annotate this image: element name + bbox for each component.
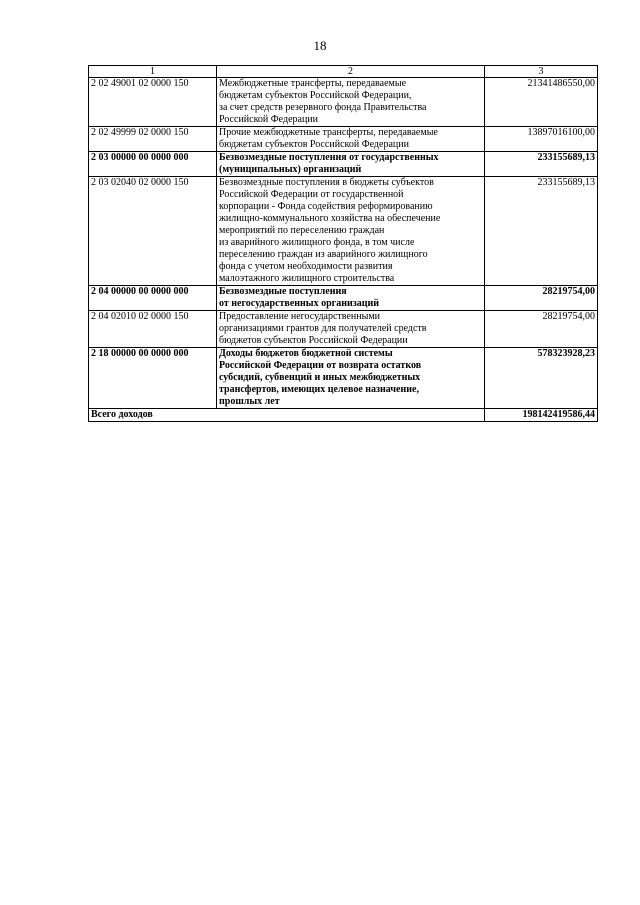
row-name-line: Российской Федерации	[219, 114, 319, 125]
row-name-line: трансфертов, имеющих целевое назначение,	[219, 384, 419, 395]
total-label: Всего доходов	[89, 409, 485, 422]
row-name-line: от негосударственных организаций	[219, 298, 380, 309]
row-name-line: Российской Федерации от возврата остатков	[219, 360, 422, 371]
row-name-line: бюджетам субъектов Российской Федерации	[219, 139, 409, 150]
row-name	[217, 286, 485, 311]
row-name-line: малоэтажного жилищного строительства	[219, 273, 395, 284]
row-name	[217, 177, 485, 286]
row-name-line: (муниципальных) организаций	[219, 164, 362, 175]
row-code: 2 03 02040 02 0000 150	[89, 177, 217, 286]
column-header-amount: 3	[485, 66, 598, 78]
row-name-line: за счет средств резервного фонда Правительства	[219, 102, 427, 113]
row-name-line: Безвозмездные поступления в бюджеты субъектов	[219, 177, 434, 188]
table-header-row	[89, 66, 598, 78]
row-amount: 28219754,00	[485, 286, 598, 311]
row-name-line: мероприятий по переселению граждан	[219, 225, 385, 236]
row-code: 2 18 00000 00 0000 000	[89, 348, 217, 409]
row-code: 2 02 49001 02 0000 150	[89, 78, 217, 127]
total-amount: 198142419586,44	[485, 409, 598, 422]
table-row	[89, 311, 598, 348]
table-body	[89, 78, 598, 409]
table-row	[89, 286, 598, 311]
revenue-table	[88, 65, 598, 422]
row-name-line: фонда с учетом необходимости развития	[219, 261, 393, 272]
row-amount: 233155689,13	[485, 152, 598, 177]
row-name-line: бюджетов субъектов Российской Федерации	[219, 335, 408, 346]
total-row	[89, 409, 598, 422]
row-name-line: Прочие межбюджетные трансферты, передаваемые	[219, 127, 438, 138]
row-amount: 21341486550,00	[485, 78, 598, 127]
row-name-line: Российской Федерации от государственной	[219, 189, 404, 200]
row-name-line: Межбюджетные трансферты, передаваемые	[219, 78, 407, 89]
row-code: 2 02 49999 02 0000 150	[89, 127, 217, 152]
row-name-line: организациями грантов для получателей средств	[219, 323, 427, 334]
page-number: 18	[313, 38, 327, 53]
row-name-line: субсидий, субвенций и иных межбюджетных	[219, 372, 421, 383]
row-name	[217, 127, 485, 152]
row-name	[217, 348, 485, 409]
row-code: 2 04 02010 02 0000 150	[89, 311, 217, 348]
row-name-line: Безвозмездные поступления от государственных	[219, 152, 439, 163]
table-row	[89, 78, 598, 127]
row-name-line: из аварийного жилищного фонда, в том числе	[219, 237, 415, 248]
table-row	[89, 177, 598, 286]
column-header-code: 1	[89, 66, 217, 78]
row-name-line: Безвозмездные поступления	[219, 286, 347, 297]
column-header-name: 2	[217, 66, 485, 78]
table-row	[89, 348, 598, 409]
row-amount: 578323928,23	[485, 348, 598, 409]
row-name	[217, 311, 485, 348]
row-name	[217, 152, 485, 177]
row-name-line: переселению граждан из аварийного жилищного	[219, 249, 428, 260]
row-name-line: бюджетам субъектов Российской Федерации,	[219, 90, 412, 101]
row-code: 2 04 00000 00 0000 000	[89, 286, 217, 311]
row-name-line: Предоставление негосударственными	[219, 311, 381, 322]
row-code: 2 03 00000 00 0000 000	[89, 152, 217, 177]
table-row	[89, 152, 598, 177]
row-name-line: Доходы бюджетов бюджетной системы	[219, 348, 393, 359]
row-amount: 13897016100,00	[485, 127, 598, 152]
row-name	[217, 78, 485, 127]
row-amount: 233155689,13	[485, 177, 598, 286]
row-name-line: прошлых лет	[219, 396, 280, 407]
row-name-line: корпорации - Фонда содействия реформированию	[219, 201, 433, 212]
row-amount: 28219754,00	[485, 311, 598, 348]
table-row	[89, 127, 598, 152]
row-name-line: жилищно-коммунального хозяйства на обеспечение	[219, 213, 441, 224]
